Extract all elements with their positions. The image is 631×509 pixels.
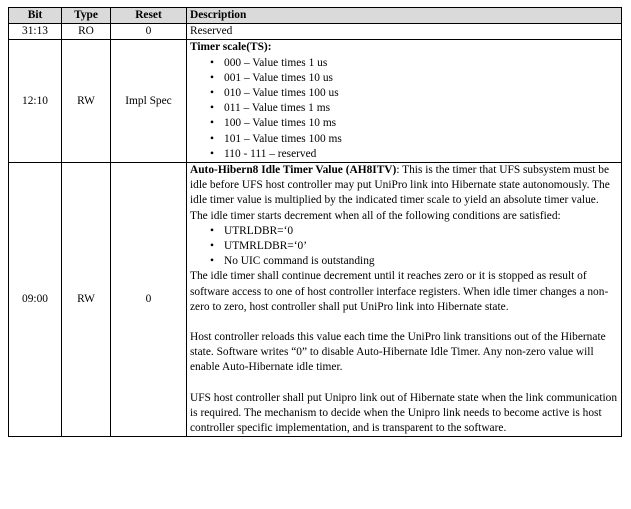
timer-scale-list bbox=[190, 56, 618, 162]
field-title: Timer scale(TS): bbox=[190, 41, 272, 54]
field-title: Auto-Hibern8 Idle Timer Value (AH8ITV) bbox=[190, 164, 397, 177]
paragraph-decrement: The idle timer shall continue decrement until it reaches zero or it is stopped as result of software access to one of host controller interface registers. When idle timer changes a non-zero to zero, host controller shall put UniPro link into Hibernate state. bbox=[190, 270, 609, 313]
reset-cell: 0 bbox=[111, 163, 187, 437]
paragraph-link-active: UFS host controller shall put Unipro link out of Hibernate state when the link communication is required. The mechanism to decide when the Unipro link needs to become active is host controller specific implementation, and is transparent to the software. bbox=[190, 391, 618, 435]
type-cell: RW bbox=[62, 163, 111, 437]
conditions-list bbox=[190, 224, 618, 270]
list-item: • 110 - 111 – reserved bbox=[190, 147, 618, 162]
list-item: • 100 – Value times 10 ms bbox=[190, 116, 618, 131]
header-reset: Reset bbox=[111, 8, 187, 24]
table-row bbox=[9, 163, 622, 437]
description-cell bbox=[187, 40, 622, 163]
paragraph-reload: Host controller reloads this value each time the UniPro link transitions out of the Hibernate state. Software writes “0” to disable Auto-Hibernate Idle Timer. Any non-zero value will enable Auto-Hibernate idle timer. bbox=[190, 331, 606, 374]
register-table bbox=[8, 7, 622, 437]
list-item: • UTMRLDBR=‘0’ bbox=[190, 239, 618, 254]
list-item: • No UIC command is outstanding bbox=[190, 254, 618, 269]
bit-cell: 31:13 bbox=[9, 24, 62, 40]
header-description: Description bbox=[187, 8, 622, 24]
description-cell: Reserved bbox=[187, 24, 622, 40]
table-row bbox=[9, 40, 622, 163]
header-bit: Bit bbox=[9, 8, 62, 24]
header-row bbox=[9, 8, 622, 24]
list-item: • UTRLDBR=‘0 bbox=[190, 224, 618, 239]
description-cell bbox=[187, 163, 622, 437]
bit-cell: 12:10 bbox=[9, 40, 62, 163]
table-row bbox=[9, 24, 622, 40]
reset-cell: Impl Spec bbox=[111, 40, 187, 163]
list-item: • 000 – Value times 1 us bbox=[190, 56, 618, 71]
list-item: • 011 – Value times 1 ms bbox=[190, 101, 618, 116]
header-type: Type bbox=[62, 8, 111, 24]
type-cell: RW bbox=[62, 40, 111, 163]
field-intro bbox=[190, 163, 618, 224]
bit-cell: 09:00 bbox=[9, 163, 62, 437]
list-item: • 010 – Value times 100 us bbox=[190, 86, 618, 101]
list-item: • 001 – Value times 10 us bbox=[190, 71, 618, 86]
type-cell: RO bbox=[62, 24, 111, 40]
field-intro-text: : This is the timer that UFS subsystem must be idle before UFS host controller may put UniPro link into Hibernate state autonomously. The idle timer value is multiplied by the indicated timer scale to yield an absolute timer value. The idle timer starts decrement when all of the following conditions are satisfied: bbox=[190, 164, 610, 222]
reset-cell: 0 bbox=[111, 24, 187, 40]
list-item: • 101 – Value times 100 ms bbox=[190, 132, 618, 147]
